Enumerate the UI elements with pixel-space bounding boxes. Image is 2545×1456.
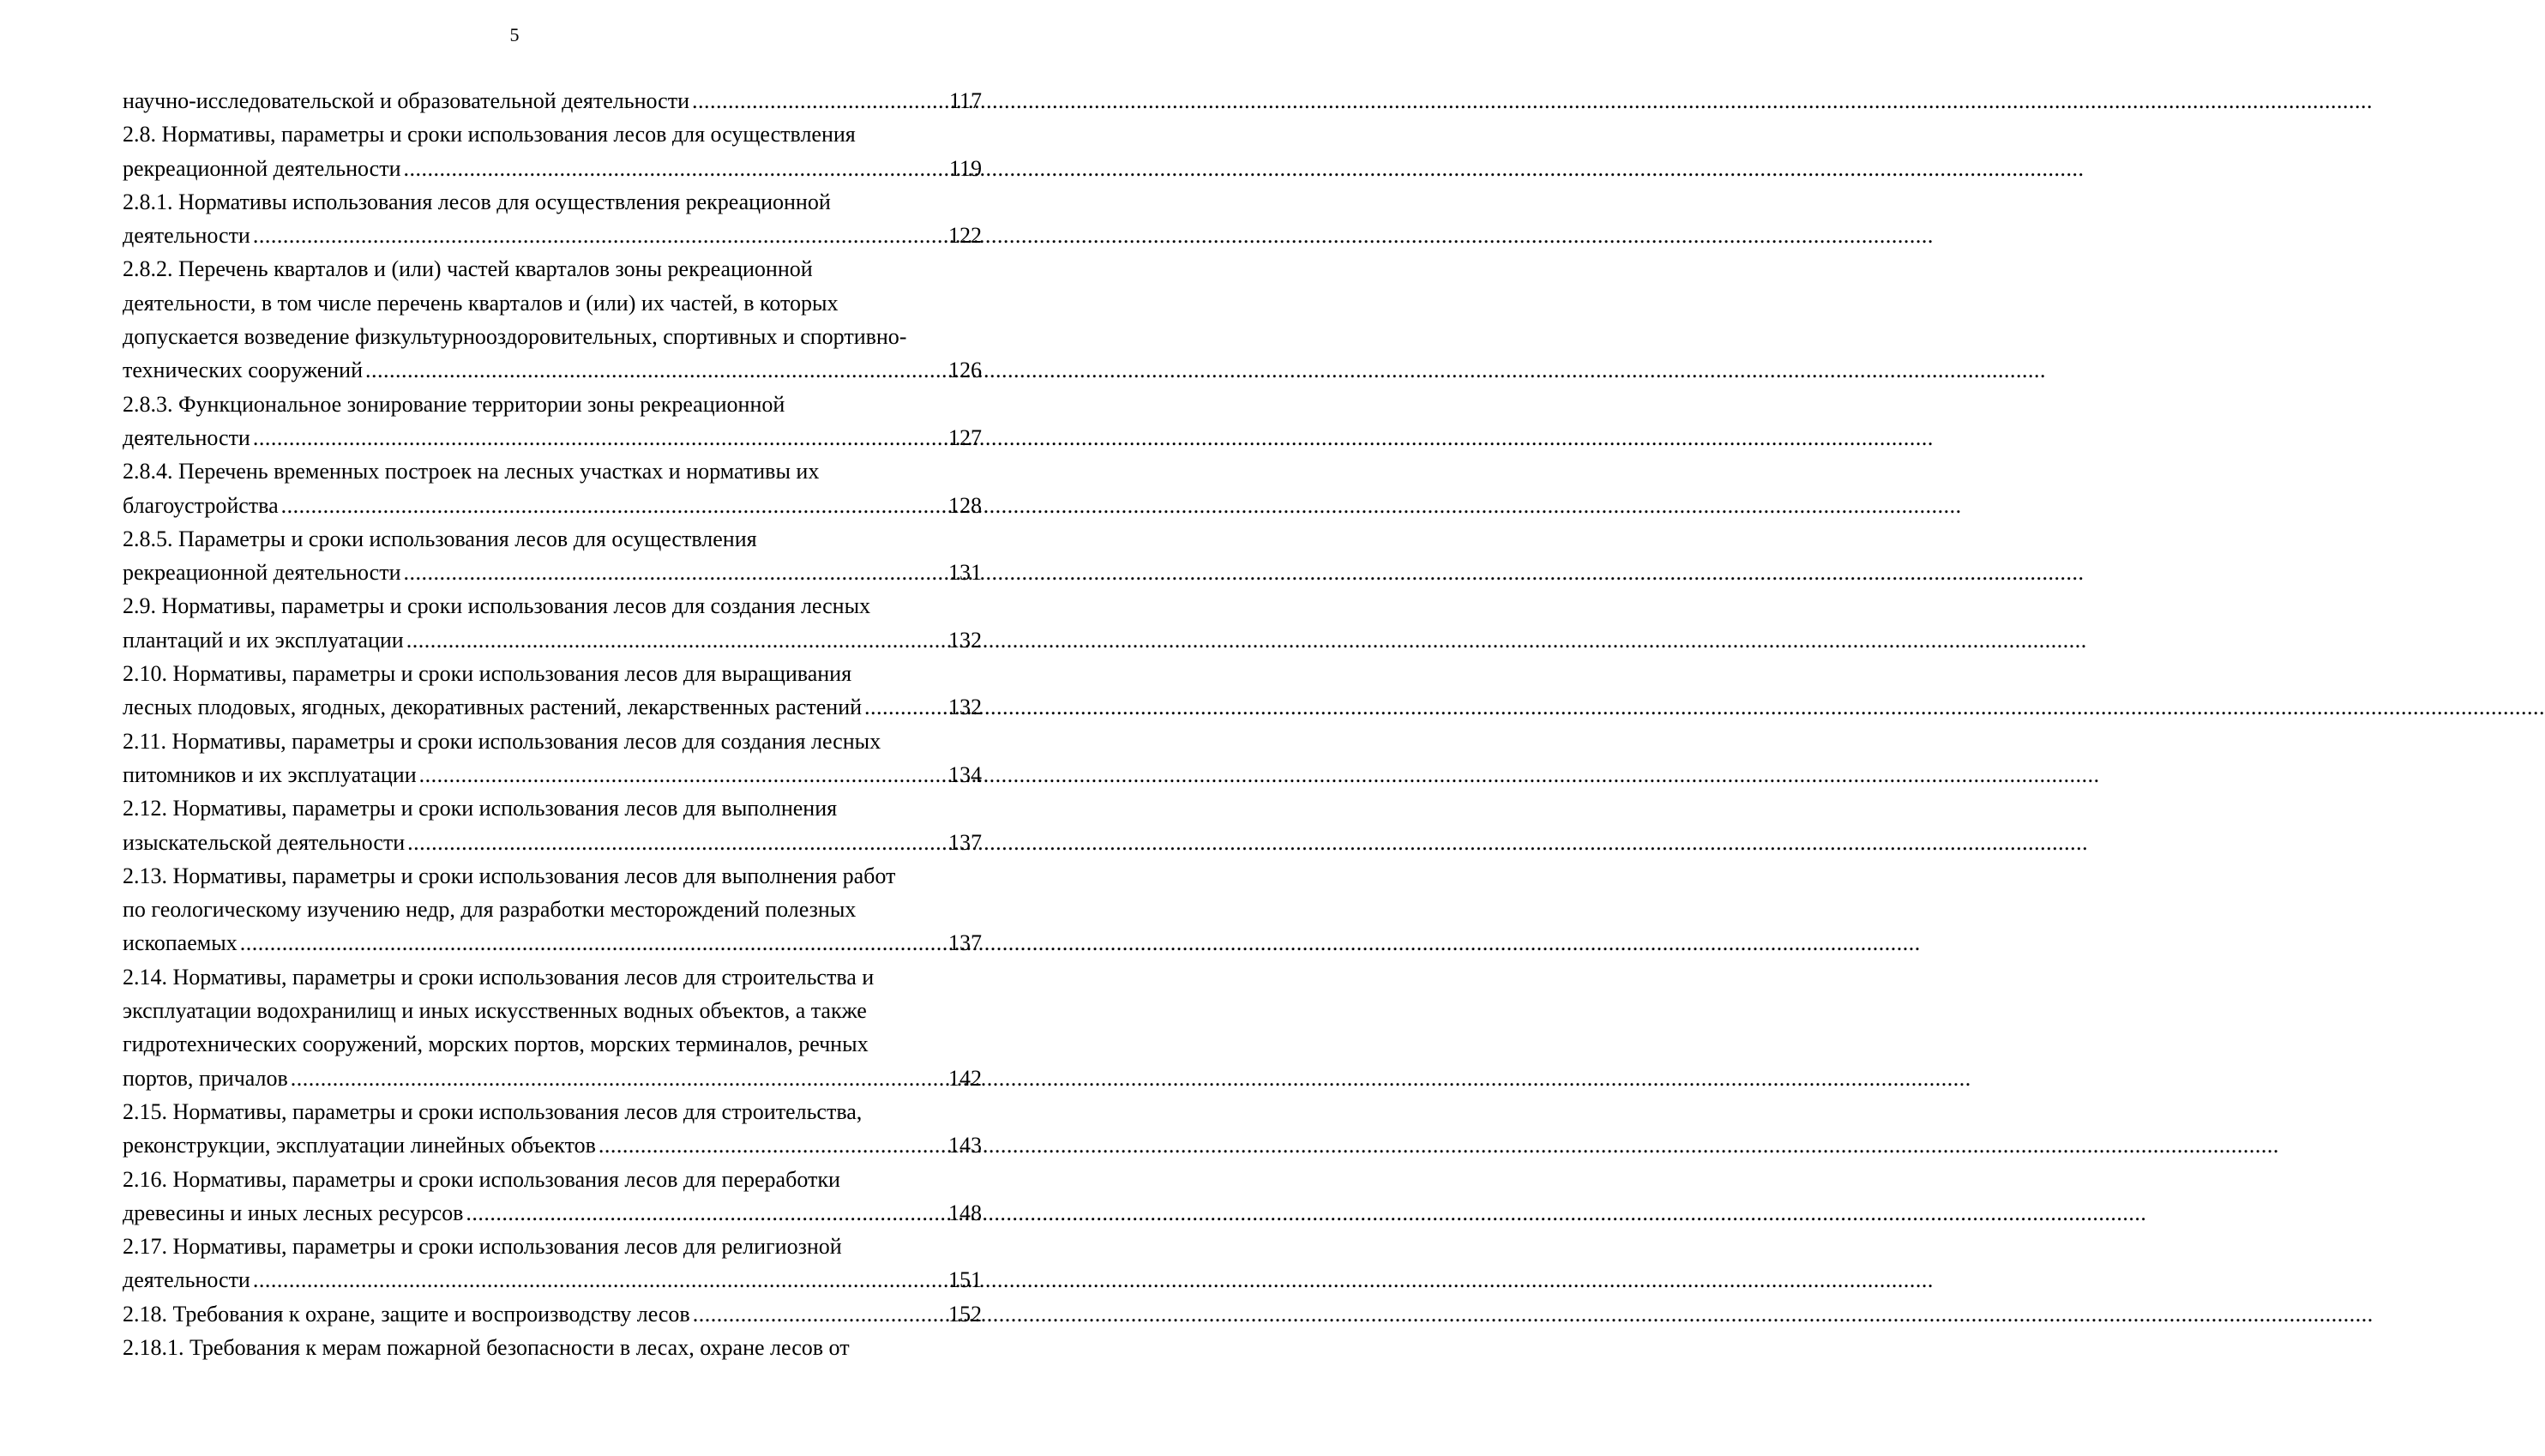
toc-entry-title: плантаций и их эксплуатации [123, 627, 404, 653]
toc-entry-page-number: 126 [948, 358, 982, 383]
dot-leader [693, 1297, 946, 1331]
toc-entry-page-number: 142 [948, 1065, 982, 1091]
dot-leader [253, 219, 946, 252]
dot-leader [406, 623, 946, 657]
toc-entry-page-number: 128 [948, 492, 982, 518]
toc-entry-last-line [123, 826, 982, 859]
toc-entry-page-number: 151 [948, 1267, 982, 1293]
toc-entry-title: рекреационной деятельности [123, 155, 401, 181]
toc-entry [123, 657, 982, 725]
dot-leader [365, 353, 946, 387]
toc-entry-last-line [123, 1263, 982, 1297]
toc-entry-title: научно-исследовательской и образовательной деятельности [123, 88, 689, 113]
toc-entry-page-number: 137 [948, 829, 982, 855]
page-number: 5 [509, 24, 520, 45]
toc-entry-last-line [123, 489, 982, 522]
toc-entry-title: изыскательской деятельности [123, 829, 406, 855]
toc-entry-title: портов, причалов [123, 1065, 288, 1091]
toc-entry-last-line [123, 1196, 982, 1230]
toc-entry [123, 388, 982, 455]
toc-entry-line: деятельности, в том числе перечень кварталов и (или) их частей, в которых [123, 290, 839, 316]
toc-entry [123, 185, 982, 253]
toc-entry-title: древесины и иных лесных ресурсов [123, 1200, 464, 1225]
toc-entry-last-line [123, 1128, 982, 1162]
dot-leader [403, 556, 946, 589]
toc-entry [123, 117, 982, 185]
toc-entry-last-line [123, 758, 982, 791]
toc-entry-page-number: 127 [948, 424, 982, 450]
dot-leader [466, 1196, 946, 1230]
toc-entry [123, 1331, 982, 1364]
toc-entry-title: деятельности [123, 1267, 250, 1293]
toc-entry [123, 589, 982, 657]
toc-entry-last-line [123, 152, 982, 185]
toc-entry-title: рекреационной деятельности [123, 560, 401, 586]
toc-entry-line: 2.18.1. Требования к мерам пожарной безопасности в лесах, охране лесов от [123, 1334, 850, 1360]
toc-entry [123, 252, 982, 387]
toc-entry [123, 1230, 982, 1297]
toc-entry-page-number: 152 [948, 1301, 982, 1327]
toc-entry [123, 84, 982, 117]
dot-leader [403, 152, 946, 185]
toc-entry-last-line [123, 690, 982, 724]
toc-entry-page-number: 132 [948, 695, 982, 720]
toc-entry [123, 859, 982, 960]
toc-entry-last-line [123, 353, 982, 387]
toc-entry-line: допускается возведение физкультурнооздоровительных, спортивных и спортивно- [123, 324, 907, 350]
toc-entry-page-number: 119 [948, 155, 982, 181]
toc-entry [123, 522, 982, 590]
toc-entry [123, 1297, 982, 1331]
toc-entry-line: 2.16. Нормативы, параметры и сроки использования лесов для переработки [123, 1166, 840, 1192]
table-of-contents [123, 84, 982, 1364]
toc-entry-last-line [123, 421, 982, 454]
toc-entry [123, 960, 982, 1095]
toc-entry-line: 2.8.5. Параметры и сроки использования лесов для осуществления [123, 526, 757, 551]
toc-entry [123, 454, 982, 522]
toc-entry-title: питомников и их эксплуатации [123, 761, 417, 787]
toc-entry-last-line [123, 219, 982, 252]
toc-entry-line: эксплуатации водохранилищ и иных искусственных водных объектов, а также [123, 998, 867, 1024]
toc-entry-line: 2.8.4. Перечень временных построек на лесных участках и нормативы их [123, 459, 820, 484]
toc-entry-last-line [123, 623, 982, 657]
toc-entry-page-number: 117 [948, 88, 982, 113]
toc-entry-title: 2.18. Требования к охране, защите и воспроизводству лесов [123, 1301, 690, 1327]
toc-entry-line: 2.15. Нормативы, параметры и сроки использования лесов для строительства, [123, 1098, 863, 1124]
dot-leader [599, 1128, 946, 1162]
toc-entry-page-number: 134 [948, 761, 982, 787]
toc-entry-line: 2.13. Нормативы, параметры и сроки использования лесов для выполнения работ [123, 863, 896, 888]
dot-leader [253, 421, 946, 454]
dot-leader [240, 926, 946, 960]
dot-leader [281, 489, 946, 522]
dot-leader [419, 758, 946, 791]
dot-leader [291, 1062, 946, 1095]
toc-entry [123, 1163, 982, 1230]
toc-entry-page-number: 137 [948, 930, 982, 956]
dot-leader [407, 826, 946, 859]
toc-entry-line: 2.17. Нормативы, параметры и сроки использования лесов для религиозной [123, 1234, 842, 1260]
document-page [0, 0, 1029, 1456]
toc-entry-title: технических сооружений [123, 358, 363, 383]
toc-entry-page-number: 131 [948, 560, 982, 586]
toc-entry [123, 791, 982, 859]
toc-entry-title: лесных плодовых, ягодных, декоративных растений, лекарственных растений [123, 695, 863, 720]
dot-leader [253, 1263, 946, 1297]
toc-entry-page-number: 122 [948, 223, 982, 249]
toc-entry-page-number: 148 [948, 1200, 982, 1225]
toc-entry-last-line [123, 1062, 982, 1095]
toc-entry [123, 725, 982, 792]
toc-entry-page-number: 132 [948, 627, 982, 653]
toc-entry-line: 2.12. Нормативы, параметры и сроки использования лесов для выполнения [123, 796, 838, 821]
toc-entry-line: 2.10. Нормативы, параметры и сроки использования лесов для выращивания [123, 661, 852, 687]
toc-entry-line: гидротехнических сооружений, морских портов, морских терминалов, речных [123, 1032, 869, 1057]
toc-entry-title: деятельности [123, 223, 250, 249]
dot-leader [864, 690, 946, 724]
dot-leader [692, 84, 947, 117]
toc-entry-line: 2.8. Нормативы, параметры и сроки использования лесов для осуществления [123, 122, 856, 147]
toc-entry-line: 2.8.1. Нормативы использования лесов для осуществления рекреационной [123, 189, 831, 214]
toc-entry-title: ископаемых [123, 930, 238, 956]
toc-entry-line: 2.8.2. Перечень кварталов и (или) частей кварталов зоны рекреационной [123, 256, 813, 282]
toc-entry-line: 2.9. Нормативы, параметры и сроки использования лесов для создания лесных [123, 593, 871, 619]
toc-entry-last-line [123, 84, 982, 117]
toc-entry-line: 2.11. Нормативы, параметры и сроки использования лесов для создания лесных [123, 728, 881, 754]
toc-entry-title: деятельности [123, 424, 250, 450]
toc-entry-last-line [123, 1297, 982, 1331]
toc-entry-line: по геологическому изучению недр, для разработки месторождений полезных [123, 897, 857, 923]
toc-entry-last-line [123, 556, 982, 589]
toc-entry-title: благоустройства [123, 492, 279, 518]
toc-entry-last-line [123, 926, 982, 960]
toc-entry-line: 2.14. Нормативы, параметры и сроки использования лесов для строительства и [123, 964, 875, 990]
toc-entry-title: реконструкции, эксплуатации линейных объектов [123, 1133, 596, 1158]
toc-entry-line: 2.8.3. Функциональное зонирование территории зоны рекреационной [123, 391, 785, 417]
toc-entry-page-number: 143 [948, 1133, 982, 1158]
toc-entry [123, 1095, 982, 1163]
